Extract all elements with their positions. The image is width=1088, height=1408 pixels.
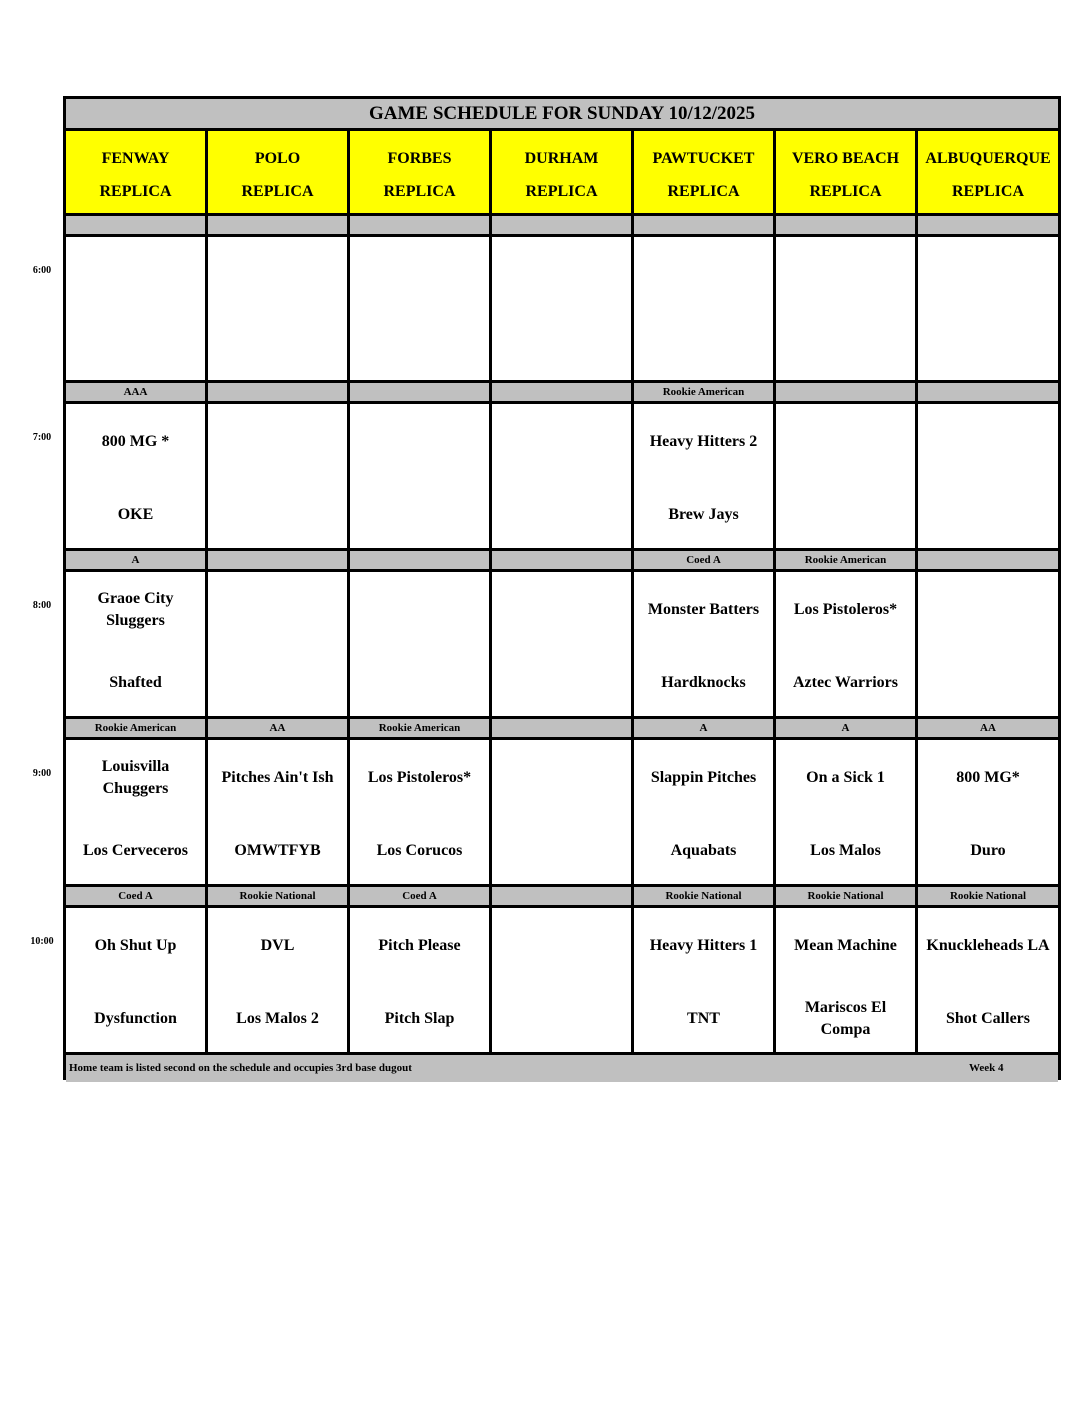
division-label: Rookie National [776,887,918,905]
division-label [350,551,492,569]
division-label: Rookie National [208,887,350,905]
game-cell [918,740,1058,884]
game-row [66,908,1058,1055]
game-cell [208,740,350,884]
division-label [492,551,634,569]
field-header-durham: DURHAM REPLICA [492,131,634,213]
away-team: Oh Shut Up [94,937,177,954]
division-label [776,383,918,401]
home-team: Aztec Warriors [793,674,898,691]
division-label [208,216,350,234]
division-label: A [634,719,776,737]
time-label: 7:00 [32,432,52,443]
time-label: 10:00 [30,936,54,947]
schedule-footer [66,1055,1058,1082]
field-header-row [66,131,1058,216]
away-team: Graoe City Sluggers [97,590,174,629]
game-cell [208,908,350,1052]
division-label: Coed A [634,551,776,569]
week-label: Week 4 [969,1062,1004,1074]
game-cell [492,908,634,1052]
home-team [918,492,1058,538]
away-team [208,419,347,465]
division-row [66,551,1058,572]
game-cell [492,237,634,380]
division-label: AA [208,719,350,737]
division-label: Coed A [350,887,492,905]
game-cell [208,404,350,548]
away-team [918,252,1058,298]
game-cell [634,572,776,716]
division-label [350,383,492,401]
game-cell [634,740,776,884]
away-team: DVL [260,937,295,954]
division-row [66,383,1058,404]
game-cell [350,740,492,884]
division-label [208,383,350,401]
away-team: Pitch Please [378,937,461,954]
division-label [350,216,492,234]
division-label [66,216,208,234]
home-team: OKE [117,506,154,523]
home-team [492,492,631,538]
game-cell [776,572,918,716]
home-team: Aquabats [670,842,737,859]
division-label: Rookie American [66,719,208,737]
game-cell [208,237,350,380]
away-team: Slappin Pitches [650,769,757,786]
game-cell [492,404,634,548]
time-slots [66,216,1058,1055]
home-team-note: Home team is listed second on the schedule and occupies 3rd base dugout [69,1062,412,1074]
game-cell [492,740,634,884]
away-team [492,587,631,633]
away-team [492,923,631,969]
away-team [350,419,489,465]
away-team [208,587,347,633]
home-team [350,325,489,371]
away-team: 800 MG* [956,769,1020,786]
home-team: Los Corucos [376,842,463,859]
game-cell [634,404,776,548]
away-team: Heavy Hitters 1 [649,937,758,954]
game-cell [66,908,208,1052]
division-label [918,216,1058,234]
schedule-title: GAME SCHEDULE FOR SUNDAY 10/12/2025 [66,99,1058,131]
game-cell [918,572,1058,716]
away-team: Mean Machine [794,937,897,954]
field-header-polo: POLO REPLICA [208,131,350,213]
away-team [918,419,1058,465]
time-label: 6:00 [32,265,52,276]
game-cell [66,740,208,884]
home-team [776,492,915,538]
game-cell [350,404,492,548]
home-team [208,660,347,706]
division-label: Rookie American [350,719,492,737]
away-team [492,755,631,801]
division-label [634,216,776,234]
time-label: 8:00 [32,600,52,611]
division-label: AA [918,719,1058,737]
field-header-forbes: FORBES REPLICA [350,131,492,213]
division-label [492,216,634,234]
home-team: Pitch Slap [384,1010,455,1027]
away-team [492,419,631,465]
division-label: Rookie American [776,551,918,569]
away-team [634,252,773,298]
division-label: A [776,719,918,737]
game-cell [918,404,1058,548]
home-team [492,828,631,874]
division-label [492,383,634,401]
game-cell [350,572,492,716]
away-team: Heavy Hitters 2 [649,433,758,450]
home-team [208,492,347,538]
home-team: Dysfunction [94,1010,177,1027]
game-cell [776,404,918,548]
home-team: Hardknocks [661,674,746,691]
division-label [492,887,634,905]
time-label: 9:00 [32,768,52,779]
game-cell [634,908,776,1052]
away-team: Los Pistoleros* [367,769,472,786]
field-header-pawtucket: PAWTUCKET REPLICA [634,131,776,213]
field-header-fenway: FENWAY REPLICA [66,131,208,213]
division-label [918,551,1058,569]
division-label [492,719,634,737]
game-cell [66,572,208,716]
division-row [66,887,1058,908]
home-team [66,325,205,371]
home-team [350,660,489,706]
home-team: Los Cerveceros [83,842,188,859]
home-team: Los Malos [810,842,881,859]
home-team [492,996,631,1042]
away-team [350,252,489,298]
game-cell [350,908,492,1052]
away-team: Monster Batters [647,601,760,618]
away-team: On a Sick 1 [806,769,885,786]
home-team: Brew Jays [668,506,739,523]
division-label: Coed A [66,887,208,905]
home-team [492,325,631,371]
home-team [918,660,1058,706]
game-cell [918,237,1058,380]
game-cell [776,908,918,1052]
field-header-albuquerque: ALBUQUERQUE REPLICA [918,131,1058,213]
home-team: Shafted [109,674,162,691]
game-cell [350,237,492,380]
game-row [66,572,1058,719]
away-team [776,419,915,465]
division-label: Rookie National [918,887,1058,905]
division-label [918,383,1058,401]
game-cell [634,237,776,380]
division-row [66,216,1058,237]
away-team [492,252,631,298]
away-team [208,252,347,298]
game-row [66,237,1058,383]
home-team [776,325,915,371]
away-team [66,252,205,298]
division-label: A [66,551,208,569]
away-team [350,587,489,633]
game-cell [918,908,1058,1052]
away-team: Pitches Ain't Ish [221,769,334,786]
away-team: 800 MG * [101,433,170,450]
schedule-table [63,96,1061,1080]
division-label: AAA [66,383,208,401]
game-row [66,740,1058,887]
field-header-vero-beach: VERO BEACH REPLICA [776,131,918,213]
game-cell [776,740,918,884]
division-label: Rookie American [634,383,776,401]
home-team [350,492,489,538]
home-team: Shot Callers [946,1010,1030,1027]
game-cell [66,237,208,380]
home-team: Los Malos 2 [236,1010,319,1027]
away-team: Los Pistoleros* [793,601,898,618]
home-team: Mariscos El Compa [804,999,887,1038]
division-label [776,216,918,234]
division-label [208,551,350,569]
away-team: Knuckleheads LA [926,937,1050,954]
division-label: Rookie National [634,887,776,905]
home-team: TNT [687,1010,720,1027]
game-cell [208,572,350,716]
home-team [918,325,1058,371]
game-cell [66,404,208,548]
away-team [776,252,915,298]
away-team [918,587,1058,633]
home-team [492,660,631,706]
home-team [634,325,773,371]
away-team: Louisvilla Chuggers [101,758,170,797]
game-cell [776,237,918,380]
game-row [66,404,1058,551]
home-team: OMWTFYB [234,842,321,859]
home-team [208,325,347,371]
home-team: Duro [970,842,1006,859]
division-row [66,719,1058,740]
game-cell [492,572,634,716]
